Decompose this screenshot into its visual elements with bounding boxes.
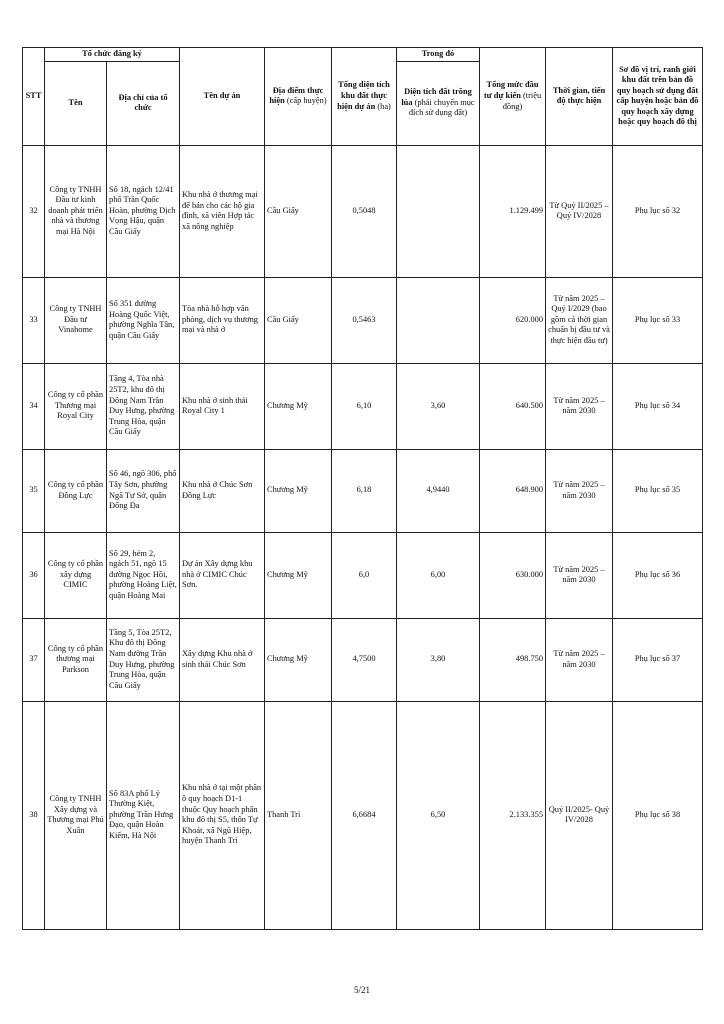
row-map: Phụ lục số 36 <box>613 532 703 618</box>
header-org-group: Tổ chức đăng ký <box>45 48 180 62</box>
row-address: Số 83A phố Lý Thường Kiệt, phường Trần Hưng Đạo, quận Hoàn Kiếm, Hà Nội <box>107 701 180 929</box>
row-name: Công ty TNHH Xây dựng và Thương mại Phú Xuân <box>45 701 107 929</box>
row-project: Khu nhà ở sinh thái Royal City 1 <box>180 363 265 449</box>
row-name: Công ty cổ phần thương mại Parkson <box>45 618 107 701</box>
table-row <box>23 449 703 532</box>
row-area: 4,7500 <box>332 618 397 701</box>
row-project: Khu nhà ở tại một phần ô quy hoạch D1-1 thuộc Quy hoạch phân khu đô thị S5, thôn Tự Khoát, xã Ngũ Hiệp, huyện Thanh Trì <box>180 701 265 929</box>
row-stt: 32 <box>23 145 45 277</box>
table-row <box>23 532 703 618</box>
row-area: 0,5463 <box>332 277 397 363</box>
row-stt: 33 <box>23 277 45 363</box>
row-investment: 620.000 <box>480 277 546 363</box>
row-project: Dự án Xây dựng khu nhà ở CIMIC Chúc Sơn. <box>180 532 265 618</box>
row-address: Số 18, ngách 12/41 phố Trần Quốc Hoàn, phường Dịch Vọng Hậu, quận Cầu Giấy <box>107 145 180 277</box>
row-project: Xây dựng Khu nhà ở sinh thái Chúc Sơn <box>180 618 265 701</box>
row-rice: 3,80 <box>397 618 480 701</box>
row-schedule: Từ năm 2025 – năm 2030 <box>546 532 613 618</box>
row-project: Tòa nhà hỗ hợp văn phòng, dịch vụ thương mại và nhà ở <box>180 277 265 363</box>
row-map: Phụ lục số 32 <box>613 145 703 277</box>
header-of-which: Trong đó <box>397 48 480 62</box>
row-rice: 6,00 <box>397 532 480 618</box>
row-area: 6,10 <box>332 363 397 449</box>
table-row <box>23 363 703 449</box>
row-stt: 35 <box>23 449 45 532</box>
row-area: 6,0 <box>332 532 397 618</box>
row-name: Công ty cổ phần xây dựng CIMIC <box>45 532 107 618</box>
row-investment: 498.750 <box>480 618 546 701</box>
header-schedule: Thời gian, tiến độ thực hiện <box>546 48 613 146</box>
row-schedule: Từ năm 2025 – năm 2030 <box>546 618 613 701</box>
row-address: Tầng 4, Tòa nhà 25T2, khu đô thị Đông Nam Trần Duy Hưng, phường Trung Hòa, quận Cầu Giấy <box>107 363 180 449</box>
row-stt: 38 <box>23 701 45 929</box>
row-location: Thanh Trì <box>265 701 332 929</box>
table-row <box>23 701 703 929</box>
row-schedule: Từ Quý II/2025 – Quý IV/2028 <box>546 145 613 277</box>
row-investment: 648.900 <box>480 449 546 532</box>
row-location: Chương Mỹ <box>265 363 332 449</box>
row-rice <box>397 277 480 363</box>
table-row <box>23 618 703 701</box>
row-address: Số 351 đường Hoàng Quốc Việt, phường Nghĩa Tân, quận Cầu Giấy <box>107 277 180 363</box>
row-investment: 640.500 <box>480 363 546 449</box>
row-investment: 630.000 <box>480 532 546 618</box>
row-area: 0,5048 <box>332 145 397 277</box>
row-schedule: Từ năm 2025 – năm 2030 <box>546 449 613 532</box>
row-stt: 37 <box>23 618 45 701</box>
row-schedule: Từ năm 2025 – Quý I/2029 (bao gồm cả thời gian chuẩn bị đầu tư và thực hiện đầu tư) <box>546 277 613 363</box>
table-row <box>23 277 703 363</box>
row-map: Phụ lục số 37 <box>613 618 703 701</box>
page-number: 5/21 <box>353 985 370 995</box>
row-address: Số 46, ngõ 306, phố Tây Sơn, phường Ngã Tư Sở, quận Đống Đa <box>107 449 180 532</box>
header-stt: STT <box>23 48 45 146</box>
row-rice: 3,60 <box>397 363 480 449</box>
header-rice-area: Diện tích đất trồng lúa (phải chuyển mục đích sử dụng đất) <box>397 61 480 145</box>
row-location: Chương Mỹ <box>265 449 332 532</box>
row-rice <box>397 145 480 277</box>
row-area: 6,18 <box>332 449 397 532</box>
row-area: 6,6684 <box>332 701 397 929</box>
header-investment: Tổng mức đầu tư dự kiến (triệu đồng) <box>480 48 546 146</box>
header-address: Địa chỉ của tổ chức <box>107 61 180 145</box>
row-project: Khu nhà ở Chúc Sơn Đồng Lực <box>180 449 265 532</box>
row-rice: 6,50 <box>397 701 480 929</box>
row-schedule: Quý II/2025- Quý IV/2028 <box>546 701 613 929</box>
header-name: Tên <box>45 61 107 145</box>
registration-table <box>22 47 703 930</box>
header-project: Tên dự án <box>180 48 265 146</box>
row-stt: 36 <box>23 532 45 618</box>
row-location: Cầu Giấy <box>265 145 332 277</box>
row-map: Phụ lục số 35 <box>613 449 703 532</box>
row-map: Phụ lục số 38 <box>613 701 703 929</box>
table-row <box>23 145 703 277</box>
row-name: Công ty cổ phần Thương mại Royal City <box>45 363 107 449</box>
row-address: Số 29, hẻm 2, ngách 51, ngõ 15 đường Ngọc Hồi, phường Hoàng Liệt, quận Hoàng Mai <box>107 532 180 618</box>
row-investment: 1.129.499 <box>480 145 546 277</box>
row-map: Phụ lục số 34 <box>613 363 703 449</box>
row-schedule: Từ năm 2025 – năm 2030 <box>546 363 613 449</box>
header-total-area: Tổng diện tích khu đất thực hiện dự án (ha) <box>332 48 397 146</box>
row-location: Cầu Giấy <box>265 277 332 363</box>
row-location: Chương Mỹ <box>265 618 332 701</box>
row-name: Công ty TNHH Đầu tư kinh doanh phát triển nhà và thương mại Hà Nội <box>45 145 107 277</box>
row-name: Công ty TNHH Đầu tư Vinahome <box>45 277 107 363</box>
row-address: Tầng 5, Tòa 25T2, Khu đô thị Đông Nam đường Trần Duy Hưng, phường Trung Hòa, quận Cầu Giấy <box>107 618 180 701</box>
row-rice: 4,9440 <box>397 449 480 532</box>
header-location: Địa điểm thực hiện (cấp huyện) <box>265 48 332 146</box>
header-map: Sơ đồ vị trí, ranh giới khu đất trên bản đồ quy hoạch sử dụng đất cấp huyện hoặc bản đồ quy hoạch xây dựng hoặc quy hoạch đô thị <box>613 48 703 146</box>
row-map: Phụ lục số 33 <box>613 277 703 363</box>
row-project: Khu nhà ở thương mại để bán cho các hộ gia đình, xã viên Hợp tác xã nông nghiệp <box>180 145 265 277</box>
row-location: Chương Mỹ <box>265 532 332 618</box>
row-stt: 34 <box>23 363 45 449</box>
row-name: Công ty cổ phần Đồng Lực <box>45 449 107 532</box>
row-investment: 2.133.355 <box>480 701 546 929</box>
